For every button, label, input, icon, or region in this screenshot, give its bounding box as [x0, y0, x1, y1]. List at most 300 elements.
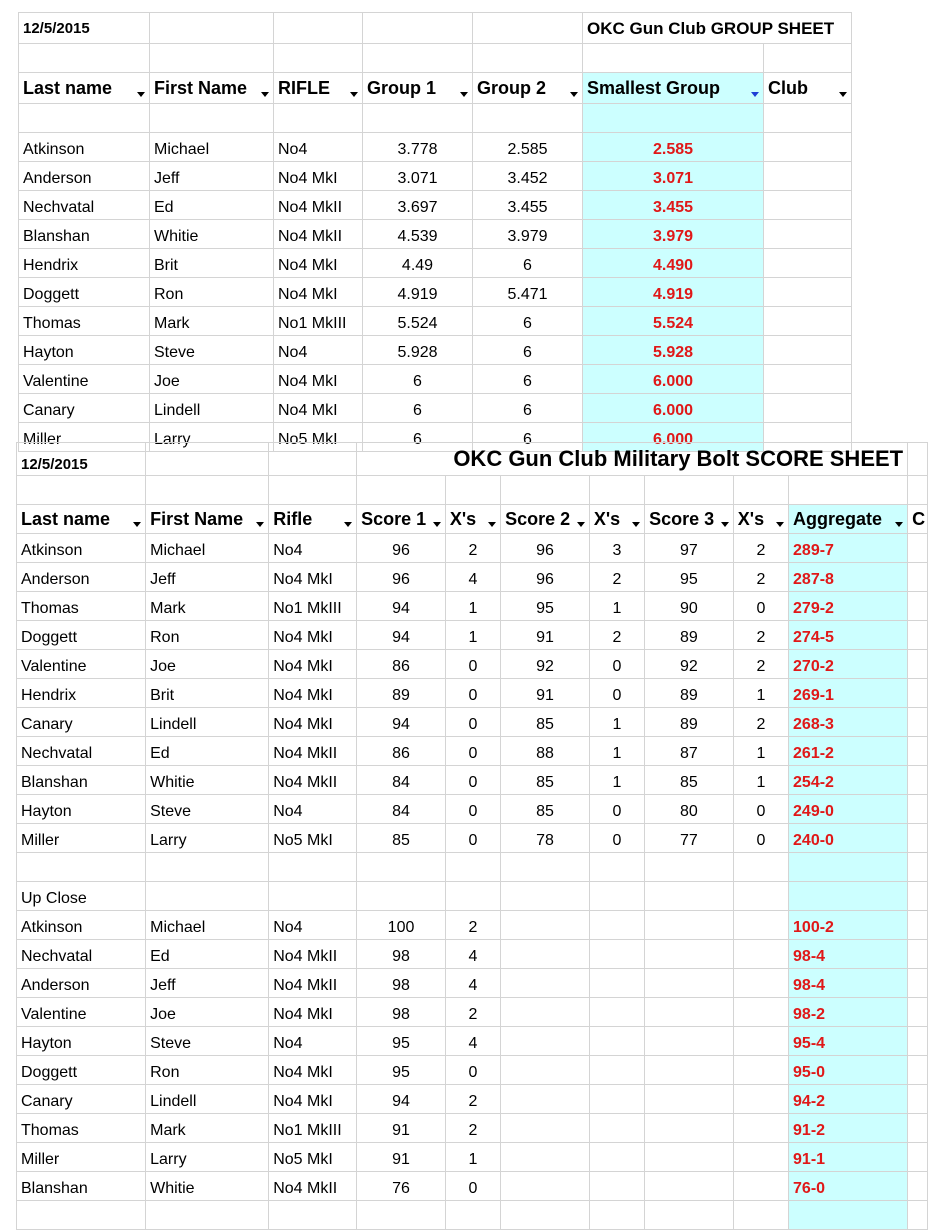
cell[interactable] — [645, 998, 734, 1027]
rifle-cell[interactable]: No4 MkI — [274, 365, 363, 394]
x1-cell[interactable]: 0 — [445, 737, 500, 766]
rifle-cell[interactable]: No5 MkI — [274, 423, 363, 452]
rifle-cell[interactable]: No4 MkI — [269, 998, 357, 1027]
cell[interactable] — [733, 1085, 788, 1114]
first-name-cell[interactable]: Ed — [146, 940, 269, 969]
first-name-cell[interactable]: Steve — [150, 336, 274, 365]
score1-cell[interactable]: 100 — [357, 911, 446, 940]
aggregate-cell[interactable]: 76-0 — [789, 1172, 908, 1201]
column-header[interactable] — [445, 505, 500, 534]
x1-cell[interactable]: 0 — [445, 766, 500, 795]
first-name-cell[interactable]: Ron — [146, 621, 269, 650]
group2-cell[interactable]: 3.455 — [473, 191, 583, 220]
cell[interactable] — [908, 621, 928, 650]
aggregate-cell[interactable]: 98-2 — [789, 998, 908, 1027]
filter-dropdown-icon[interactable] — [839, 92, 847, 97]
x2-cell[interactable]: 0 — [589, 795, 644, 824]
cell[interactable] — [589, 998, 644, 1027]
x1-cell[interactable]: 0 — [445, 650, 500, 679]
x3-cell[interactable]: 1 — [733, 766, 788, 795]
x1-cell[interactable]: 0 — [445, 708, 500, 737]
group1-cell[interactable]: 4.49 — [363, 249, 473, 278]
rifle-cell[interactable]: No4 — [269, 534, 357, 563]
cell[interactable] — [589, 853, 644, 882]
cell[interactable] — [908, 1201, 928, 1230]
cell[interactable] — [473, 44, 583, 73]
rifle-cell[interactable]: No4 MkII — [269, 1172, 357, 1201]
last-name-cell[interactable]: Canary — [17, 708, 146, 737]
cell[interactable] — [589, 882, 644, 911]
club-cell[interactable] — [764, 307, 852, 336]
score2-cell[interactable]: 96 — [501, 534, 590, 563]
rifle-cell[interactable]: No4 MkI — [274, 394, 363, 423]
score1-cell[interactable]: 84 — [357, 766, 446, 795]
x2-cell[interactable]: 0 — [589, 679, 644, 708]
cell[interactable] — [357, 476, 446, 505]
x3-cell[interactable]: 2 — [733, 650, 788, 679]
rifle-cell[interactable]: No4 MkII — [269, 737, 357, 766]
score1-cell[interactable]: 91 — [357, 1143, 446, 1172]
cell[interactable] — [645, 1114, 734, 1143]
group2-cell[interactable]: 6 — [473, 394, 583, 423]
x2-cell[interactable]: 1 — [589, 766, 644, 795]
filter-dropdown-icon[interactable] — [133, 522, 141, 527]
cell[interactable] — [908, 1143, 928, 1172]
cell[interactable] — [789, 853, 908, 882]
club-cell[interactable] — [764, 365, 852, 394]
x3-cell[interactable]: 0 — [733, 824, 788, 853]
column-header[interactable] — [17, 505, 146, 534]
last-name-cell[interactable]: Blanshan — [17, 1172, 146, 1201]
x1-cell[interactable]: 4 — [445, 1027, 500, 1056]
group2-cell[interactable]: 6 — [473, 336, 583, 365]
cell[interactable] — [733, 1201, 788, 1230]
aggregate-cell[interactable]: 249-0 — [789, 795, 908, 824]
cell[interactable] — [908, 1056, 928, 1085]
cell[interactable] — [733, 1172, 788, 1201]
score1-cell[interactable]: 86 — [357, 737, 446, 766]
cell[interactable] — [445, 853, 500, 882]
column-header[interactable] — [357, 505, 446, 534]
cell[interactable] — [908, 940, 928, 969]
first-name-cell[interactable]: Ron — [146, 1056, 269, 1085]
cell[interactable] — [19, 104, 150, 133]
last-name-cell[interactable]: Thomas — [17, 1114, 146, 1143]
score-sheet-date[interactable]: 12/5/2015 — [17, 443, 146, 476]
score1-cell[interactable]: 85 — [357, 824, 446, 853]
cell[interactable] — [357, 1201, 446, 1230]
cell[interactable] — [645, 853, 734, 882]
x3-cell[interactable]: 2 — [733, 708, 788, 737]
smallest-group-cell[interactable]: 4.490 — [583, 249, 764, 278]
cell[interactable] — [589, 911, 644, 940]
smallest-group-cell[interactable]: 5.524 — [583, 307, 764, 336]
aggregate-cell[interactable]: 91-1 — [789, 1143, 908, 1172]
rifle-cell[interactable]: No4 MkII — [274, 191, 363, 220]
aggregate-cell[interactable]: 94-2 — [789, 1085, 908, 1114]
x3-cell[interactable]: 0 — [733, 592, 788, 621]
x2-cell[interactable]: 1 — [589, 592, 644, 621]
club-cell[interactable] — [764, 336, 852, 365]
first-name-cell[interactable]: Ed — [150, 191, 274, 220]
x1-cell[interactable]: 4 — [445, 969, 500, 998]
column-header[interactable] — [789, 505, 908, 534]
group2-cell[interactable]: 6 — [473, 249, 583, 278]
group1-cell[interactable]: 4.539 — [363, 220, 473, 249]
cell[interactable] — [501, 998, 590, 1027]
cell[interactable] — [589, 1143, 644, 1172]
last-name-cell[interactable]: Atkinson — [19, 133, 150, 162]
rifle-cell[interactable]: No4 MkI — [269, 708, 357, 737]
aggregate-cell[interactable]: 287-8 — [789, 563, 908, 592]
column-header[interactable] — [589, 505, 644, 534]
x3-cell[interactable]: 2 — [733, 621, 788, 650]
cell[interactable] — [589, 1114, 644, 1143]
score3-cell[interactable]: 87 — [645, 737, 734, 766]
cell[interactable] — [501, 1143, 590, 1172]
column-header[interactable] — [150, 73, 274, 104]
rifle-cell[interactable]: No1 MkIII — [269, 1114, 357, 1143]
score3-cell[interactable]: 77 — [645, 824, 734, 853]
x1-cell[interactable]: 2 — [445, 998, 500, 1027]
cell[interactable] — [146, 853, 269, 882]
smallest-group-cell[interactable]: 5.928 — [583, 336, 764, 365]
cell[interactable] — [589, 940, 644, 969]
first-name-cell[interactable]: Ron — [150, 278, 274, 307]
cell[interactable] — [908, 737, 928, 766]
cell[interactable] — [146, 443, 269, 476]
aggregate-cell[interactable]: 98-4 — [789, 969, 908, 998]
cell[interactable] — [789, 882, 908, 911]
first-name-cell[interactable]: Lindell — [146, 708, 269, 737]
cell[interactable] — [908, 998, 928, 1027]
cell[interactable] — [363, 44, 473, 73]
cell[interactable] — [908, 1172, 928, 1201]
cell[interactable] — [645, 476, 734, 505]
group1-cell[interactable]: 4.919 — [363, 278, 473, 307]
cell[interactable] — [733, 882, 788, 911]
smallest-group-cell[interactable]: 3.455 — [583, 191, 764, 220]
cell[interactable] — [908, 563, 928, 592]
last-name-cell[interactable]: Thomas — [19, 307, 150, 336]
score1-cell[interactable]: 94 — [357, 621, 446, 650]
cell[interactable] — [269, 443, 357, 476]
cell[interactable] — [645, 1201, 734, 1230]
cell[interactable] — [589, 1056, 644, 1085]
score1-cell[interactable]: 98 — [357, 969, 446, 998]
cell[interactable] — [17, 853, 146, 882]
first-name-cell[interactable]: Mark — [146, 592, 269, 621]
last-name-cell[interactable]: Hendrix — [17, 679, 146, 708]
score1-cell[interactable]: 76 — [357, 1172, 446, 1201]
cell[interactable] — [908, 708, 928, 737]
cell[interactable] — [645, 1172, 734, 1201]
filter-dropdown-icon[interactable] — [350, 92, 358, 97]
filter-dropdown-icon[interactable] — [261, 92, 269, 97]
first-name-cell[interactable]: Michael — [146, 911, 269, 940]
last-name-cell[interactable]: Canary — [19, 394, 150, 423]
rifle-cell[interactable]: No1 MkIII — [274, 307, 363, 336]
cell[interactable] — [908, 824, 928, 853]
x1-cell[interactable]: 0 — [445, 824, 500, 853]
last-name-cell[interactable]: Valentine — [17, 650, 146, 679]
score3-cell[interactable]: 80 — [645, 795, 734, 824]
first-name-cell[interactable]: Whitie — [146, 766, 269, 795]
cell[interactable] — [908, 592, 928, 621]
smallest-group-cell[interactable]: 6.000 — [583, 423, 764, 452]
cell[interactable] — [473, 104, 583, 133]
score1-cell[interactable]: 98 — [357, 940, 446, 969]
cell[interactable] — [908, 795, 928, 824]
score2-cell[interactable]: 95 — [501, 592, 590, 621]
cell[interactable] — [445, 882, 500, 911]
x3-cell[interactable]: 2 — [733, 534, 788, 563]
first-name-cell[interactable]: Mark — [150, 307, 274, 336]
first-name-cell[interactable]: Whitie — [150, 220, 274, 249]
cell[interactable] — [269, 1201, 357, 1230]
first-name-cell[interactable]: Ed — [146, 737, 269, 766]
score3-cell[interactable]: 89 — [645, 679, 734, 708]
club-cell[interactable] — [764, 162, 852, 191]
cell[interactable] — [645, 882, 734, 911]
group2-cell[interactable]: 5.471 — [473, 278, 583, 307]
cell[interactable] — [357, 882, 446, 911]
cell[interactable] — [589, 1201, 644, 1230]
first-name-cell[interactable]: Brit — [150, 249, 274, 278]
aggregate-cell[interactable]: 261-2 — [789, 737, 908, 766]
last-name-cell[interactable]: Doggett — [17, 1056, 146, 1085]
score1-cell[interactable]: 94 — [357, 1085, 446, 1114]
x1-cell[interactable]: 1 — [445, 621, 500, 650]
x2-cell[interactable]: 2 — [589, 563, 644, 592]
last-name-cell[interactable]: Doggett — [17, 621, 146, 650]
score2-cell[interactable]: 91 — [501, 679, 590, 708]
cell[interactable] — [908, 1114, 928, 1143]
column-header[interactable] — [19, 73, 150, 104]
aggregate-cell[interactable]: 240-0 — [789, 824, 908, 853]
cell[interactable] — [589, 1027, 644, 1056]
last-name-cell[interactable]: Anderson — [17, 563, 146, 592]
cell[interactable] — [269, 853, 357, 882]
cell[interactable] — [473, 13, 583, 44]
x2-cell[interactable]: 0 — [589, 650, 644, 679]
group2-cell[interactable]: 6 — [473, 307, 583, 336]
filter-dropdown-icon[interactable] — [577, 522, 585, 527]
group1-cell[interactable]: 3.071 — [363, 162, 473, 191]
aggregate-cell[interactable]: 95-0 — [789, 1056, 908, 1085]
first-name-cell[interactable]: Steve — [146, 795, 269, 824]
x1-cell[interactable]: 2 — [445, 534, 500, 563]
cell[interactable] — [501, 969, 590, 998]
last-name-cell[interactable]: Hayton — [17, 795, 146, 824]
x1-cell[interactable]: 0 — [445, 795, 500, 824]
group2-cell[interactable]: 2.585 — [473, 133, 583, 162]
aggregate-cell[interactable]: 269-1 — [789, 679, 908, 708]
filter-dropdown-icon[interactable] — [632, 522, 640, 527]
group1-cell[interactable]: 6 — [363, 423, 473, 452]
x1-cell[interactable]: 1 — [445, 592, 500, 621]
club-cell[interactable] — [764, 191, 852, 220]
rifle-cell[interactable]: No5 MkI — [269, 1143, 357, 1172]
cell[interactable] — [17, 476, 146, 505]
group2-cell[interactable]: 3.452 — [473, 162, 583, 191]
score1-cell[interactable]: 94 — [357, 592, 446, 621]
group2-cell[interactable]: 6 — [473, 365, 583, 394]
rifle-cell[interactable]: No4 MkI — [269, 679, 357, 708]
first-name-cell[interactable]: Larry — [146, 824, 269, 853]
first-name-cell[interactable]: Michael — [150, 133, 274, 162]
club-cell[interactable] — [764, 394, 852, 423]
cell[interactable] — [908, 476, 928, 505]
last-name-cell[interactable]: Nechvatal — [17, 940, 146, 969]
cell[interactable] — [269, 882, 357, 911]
x1-cell[interactable]: 2 — [445, 1085, 500, 1114]
cell[interactable] — [589, 1172, 644, 1201]
cell[interactable] — [274, 44, 363, 73]
score3-cell[interactable]: 97 — [645, 534, 734, 563]
cell[interactable] — [764, 104, 852, 133]
cell[interactable] — [645, 1085, 734, 1114]
column-header[interactable] — [473, 73, 583, 104]
cell[interactable] — [908, 534, 928, 563]
cell[interactable] — [645, 1143, 734, 1172]
cell[interactable] — [501, 1056, 590, 1085]
filter-dropdown-icon[interactable] — [256, 522, 264, 527]
group2-cell[interactable]: 3.979 — [473, 220, 583, 249]
filter-dropdown-icon[interactable] — [488, 522, 496, 527]
filter-dropdown-icon[interactable] — [433, 522, 441, 527]
cell[interactable] — [146, 476, 269, 505]
cell[interactable] — [501, 476, 590, 505]
cell[interactable] — [501, 1201, 590, 1230]
filter-dropdown-icon[interactable] — [721, 522, 729, 527]
last-name-cell[interactable]: Atkinson — [17, 534, 146, 563]
score1-cell[interactable]: 94 — [357, 708, 446, 737]
x3-cell[interactable]: 0 — [733, 795, 788, 824]
cell[interactable] — [733, 969, 788, 998]
cell[interactable] — [789, 1201, 908, 1230]
cell[interactable] — [19, 44, 150, 73]
cell[interactable] — [908, 766, 928, 795]
first-name-cell[interactable]: Jeff — [146, 969, 269, 998]
last-name-cell[interactable]: Hendrix — [19, 249, 150, 278]
group-sheet-date[interactable]: 12/5/2015 — [19, 13, 150, 44]
last-name-cell[interactable]: Hayton — [17, 1027, 146, 1056]
score1-cell[interactable]: 91 — [357, 1114, 446, 1143]
cell[interactable] — [274, 104, 363, 133]
score3-cell[interactable]: 90 — [645, 592, 734, 621]
first-name-cell[interactable]: Jeff — [146, 563, 269, 592]
x1-cell[interactable]: 0 — [445, 1172, 500, 1201]
x2-cell[interactable]: 1 — [589, 708, 644, 737]
first-name-cell[interactable]: Whitie — [146, 1172, 269, 1201]
score2-cell[interactable]: 92 — [501, 650, 590, 679]
last-name-cell[interactable]: Blanshan — [19, 220, 150, 249]
x3-cell[interactable]: 2 — [733, 563, 788, 592]
up-close-label[interactable]: Up Close — [17, 882, 146, 911]
first-name-cell[interactable]: Jeff — [150, 162, 274, 191]
last-name-cell[interactable]: Nechvatal — [17, 737, 146, 766]
aggregate-cell[interactable]: 98-4 — [789, 940, 908, 969]
cell[interactable] — [908, 650, 928, 679]
last-name-cell[interactable]: Hayton — [19, 336, 150, 365]
rifle-cell[interactable]: No4 MkII — [269, 766, 357, 795]
cell[interactable] — [645, 969, 734, 998]
cell[interactable] — [908, 1085, 928, 1114]
first-name-cell[interactable]: Joe — [146, 650, 269, 679]
cell[interactable] — [583, 104, 764, 133]
group2-cell[interactable]: 6 — [473, 423, 583, 452]
cell[interactable] — [501, 1085, 590, 1114]
cell[interactable] — [150, 44, 274, 73]
group1-cell[interactable]: 3.697 — [363, 191, 473, 220]
last-name-cell[interactable]: Miller — [17, 1143, 146, 1172]
score1-cell[interactable]: 95 — [357, 1056, 446, 1085]
filter-dropdown-icon[interactable] — [776, 522, 784, 527]
cell[interactable] — [150, 13, 274, 44]
aggregate-cell[interactable]: 270-2 — [789, 650, 908, 679]
group1-cell[interactable]: 3.778 — [363, 133, 473, 162]
score3-cell[interactable]: 92 — [645, 650, 734, 679]
group1-cell[interactable]: 6 — [363, 394, 473, 423]
rifle-cell[interactable]: No4 MkII — [269, 940, 357, 969]
group1-cell[interactable]: 5.928 — [363, 336, 473, 365]
rifle-cell[interactable]: No4 — [274, 336, 363, 365]
cell[interactable] — [357, 853, 446, 882]
score1-cell[interactable]: 95 — [357, 1027, 446, 1056]
column-header[interactable] — [269, 505, 357, 534]
filter-dropdown-icon[interactable] — [137, 92, 145, 97]
aggregate-cell[interactable]: 95-4 — [789, 1027, 908, 1056]
first-name-cell[interactable]: Lindell — [146, 1085, 269, 1114]
cell[interactable] — [501, 940, 590, 969]
first-name-cell[interactable]: Larry — [150, 423, 274, 452]
cell[interactable] — [589, 476, 644, 505]
column-header[interactable] — [363, 73, 473, 104]
cell[interactable] — [17, 1201, 146, 1230]
rifle-cell[interactable]: No4 MkI — [274, 278, 363, 307]
column-header[interactable] — [146, 505, 269, 534]
cell[interactable] — [501, 1114, 590, 1143]
first-name-cell[interactable]: Larry — [146, 1143, 269, 1172]
score3-cell[interactable]: 95 — [645, 563, 734, 592]
cell[interactable] — [150, 104, 274, 133]
cell[interactable] — [733, 998, 788, 1027]
x1-cell[interactable]: 0 — [445, 679, 500, 708]
first-name-cell[interactable]: Mark — [146, 1114, 269, 1143]
last-name-cell[interactable]: Thomas — [17, 592, 146, 621]
rifle-cell[interactable]: No4 — [269, 911, 357, 940]
last-name-cell[interactable]: Anderson — [19, 162, 150, 191]
last-name-cell[interactable]: Atkinson — [17, 911, 146, 940]
cell[interactable] — [589, 1085, 644, 1114]
score1-cell[interactable]: 86 — [357, 650, 446, 679]
last-name-cell[interactable]: Valentine — [19, 365, 150, 394]
score1-cell[interactable]: 98 — [357, 998, 446, 1027]
x2-cell[interactable]: 2 — [589, 621, 644, 650]
cell[interactable] — [908, 853, 928, 882]
score2-cell[interactable]: 85 — [501, 708, 590, 737]
filter-dropdown-icon[interactable] — [751, 92, 759, 97]
group-sheet-title[interactable]: OKC Gun Club GROUP SHEET — [583, 13, 852, 44]
column-header[interactable]: C — [908, 505, 928, 534]
cell[interactable] — [733, 940, 788, 969]
aggregate-cell[interactable]: 279-2 — [789, 592, 908, 621]
cell[interactable] — [733, 476, 788, 505]
aggregate-cell[interactable]: 91-2 — [789, 1114, 908, 1143]
score2-cell[interactable]: 78 — [501, 824, 590, 853]
x1-cell[interactable]: 1 — [445, 1143, 500, 1172]
